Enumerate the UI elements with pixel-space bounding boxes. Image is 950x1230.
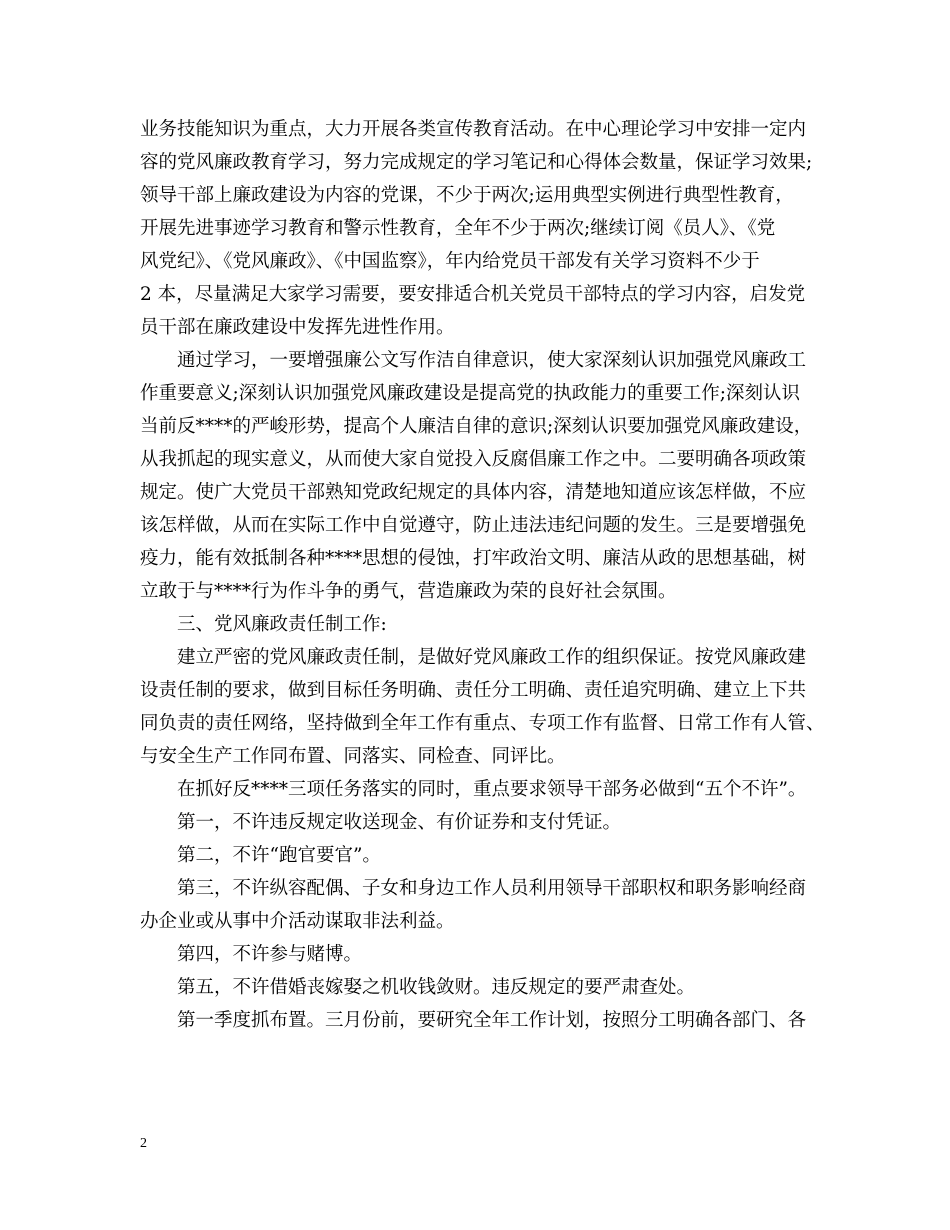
text-line: 该怎样做，从而在实际工作中自觉遵守，防止违法违纪问题的发生。三是要增强免 <box>140 515 807 536</box>
body-text <box>140 113 825 1037</box>
text-line: 通过学习，一要增强廉公文写作洁自律意识，使大家深刻认识加强党风廉政工 <box>140 350 807 371</box>
text-line: 2 本，尽量满足大家学习需要，要安排适合机关党员干部特点的学习内容，启发党 <box>140 284 806 305</box>
text-line: 开展先进事迹学习教育和警示性教育，全年不少于两次;继续订阅《员人》、《党 <box>140 218 776 239</box>
text-line: 疫力，能有效抵制各种****思想的侵蚀，打牢政治文明、廉洁从政的思想基础，树 <box>140 548 807 569</box>
text-line: 风党纪》、《党风廉政》、《中国监察》，年内给党员干部发有关学习资料不少于 <box>140 251 760 272</box>
text-line: 当前反****的严峻形势，提高个人廉洁自律的意识;深刻认识要加强党风廉政建设， <box>140 416 813 437</box>
text-line: 立敢于与****行为作斗争的勇气，营造廉政为荣的良好社会氛围。 <box>140 581 677 602</box>
section-heading: 三、党风廉政责任制工作: <box>140 614 387 635</box>
text-line: 领导干部上廉政建设为内容的党课，不少于两次;运用典型实例进行典型性教育， <box>140 185 794 206</box>
text-line: 作重要意义;深刻认识加强党风廉政建设是提高党的执政能力的重要工作;深刻认识 <box>140 383 800 404</box>
list-item: 第四，不许参与赌博。 <box>140 944 363 965</box>
text-line: 从我抓起的现实意义，从而使大家自觉投入反腐倡廉工作之中。二要明确各项政策 <box>140 449 807 470</box>
text-line: 第一季度抓布置。三月份前，要研究全年工作计划，按照分工明确各部门、各 <box>140 1010 807 1031</box>
list-item: 第五，不许借婚丧嫁娶之机收钱敛财。违反规定的要严肃查处。 <box>140 977 696 998</box>
text-line: 同负责的责任网络，坚持做到全年工作有重点、专项工作有监督、日常工作有人管、 <box>140 713 825 734</box>
list-item: 第三，不许纵容配偶、子女和身边工作人员利用领导干部职权和职务影响经商 <box>140 878 807 899</box>
list-item: 第二，不许“跑官要官”。 <box>140 845 381 866</box>
text-line: 员干部在廉政建设中发挥先进性作用。 <box>140 317 455 338</box>
list-item: 第一，不许违反规定收送现金、有价证券和支付凭证。 <box>140 812 622 833</box>
text-line: 业务技能知识为重点，大力开展各类宣传教育活动。在中心理论学习中安排一定内 <box>140 119 807 140</box>
text-line: 规定。使广大党员干部熟知党政纪规定的具体内容，清楚地知道应该怎样做，不应 <box>140 482 807 503</box>
text-line: 办企业或从事中介活动谋取非法利益。 <box>140 911 455 932</box>
text-line: 建立严密的党风廉政责任制，是做好党风廉政工作的组织保证。按党风廉政建 <box>140 647 807 668</box>
page-number: 2 <box>140 1136 147 1151</box>
text-line: 设责任制的要求，做到目标任务明确、责任分工明确、责任追究明确、建立上下共 <box>140 680 807 701</box>
text-line: 与安全生产工作同布置、同落实、同检查、同评比。 <box>140 746 566 767</box>
text-line: 在抓好反****三项任务落实的同时，重点要求领导干部务必做到“五个不许”。 <box>140 779 807 800</box>
text-line: 容的党风廉政教育学习，努力完成规定的学习笔记和心得体会数量，保证学习效果; <box>140 152 813 173</box>
